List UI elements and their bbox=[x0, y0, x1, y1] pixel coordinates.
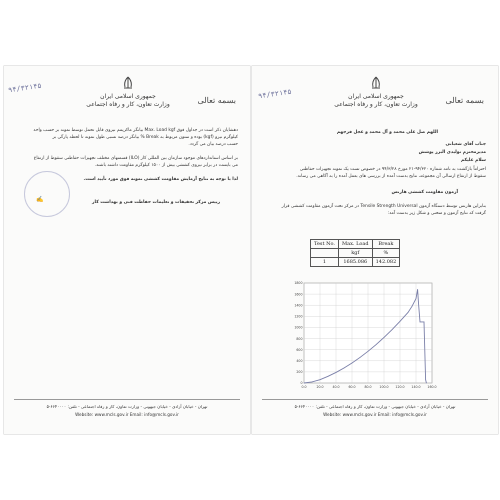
footer-address: تهران - خیابان آزادی - خیابان جیهونی - وزارت تعاون، کار و رفاه اجتماعی - تلفن: ۶۶۴۰۰۰۰-۵ bbox=[294, 404, 456, 409]
load-elongation-chart bbox=[288, 277, 438, 397]
series-point bbox=[417, 289, 418, 290]
series-point bbox=[412, 306, 413, 307]
series-point bbox=[425, 379, 426, 380]
series-point bbox=[320, 379, 321, 380]
footer-website: Website: www.mcls.gov.ir Email: info@mcls.gov.ir bbox=[323, 412, 427, 417]
table-row bbox=[311, 258, 400, 267]
org-line-1: جمهوری اسلامی ایران bbox=[348, 93, 404, 100]
method-line: بنابراین هارنس توسط دستگاه آزمون Tensile Strength Universal در مرکز تحت آزمون مقاومت کششی قرار bbox=[281, 204, 486, 209]
table-cell: 1 bbox=[311, 258, 339, 267]
table-header-row bbox=[311, 240, 400, 249]
reference-stamp: ۹۴/۳۲۱۴۵ bbox=[7, 81, 43, 95]
unit-cell: kgf bbox=[338, 249, 372, 258]
header-cell: Test No. bbox=[311, 240, 339, 249]
y-tick-label: 1200 bbox=[294, 314, 303, 319]
y-tick-label: 1400 bbox=[294, 303, 303, 308]
series-point bbox=[344, 368, 345, 369]
series-point bbox=[312, 382, 313, 383]
intro-line: احتراماً بازگشت به نامه شماره ۹۴/۳۲۰-۲۱ مورخ ۹۴/۳/۲۸ در خصوص تست یک نمونه تجهیزات حفاظتی bbox=[299, 167, 486, 172]
org-line-2: وزارت تعاون، کار و رفاه اجتماعی bbox=[86, 101, 170, 108]
series-point bbox=[336, 372, 337, 373]
unit-cell: % bbox=[372, 249, 400, 258]
series-point bbox=[328, 376, 329, 377]
x-tick-label: 80.0 bbox=[364, 385, 372, 389]
org-line-2: وزارت تعاون، کار و رفاه اجتماعی bbox=[334, 101, 418, 108]
x-tick-label: 160.0 bbox=[427, 385, 437, 389]
table-cell: 142.082 bbox=[372, 258, 400, 267]
series-point bbox=[392, 329, 393, 330]
table-cell: 1685.086 bbox=[338, 258, 372, 267]
test-results-table bbox=[310, 239, 400, 267]
unit-cell bbox=[311, 249, 339, 258]
header-cell: Max. Load bbox=[338, 240, 372, 249]
recipient-name: جناب آقای شعبانی bbox=[445, 142, 486, 147]
series-point bbox=[400, 321, 401, 322]
series-point bbox=[360, 357, 361, 358]
y-tick-label: 1800 bbox=[294, 281, 303, 286]
series-point bbox=[384, 337, 385, 338]
footer-website: Website: www.mcls.gov.ir Email: info@mcls.gov.ir bbox=[75, 412, 179, 417]
body-line: حسب درصد بیان می گردد. bbox=[188, 142, 238, 147]
x-tick-label: 60.0 bbox=[348, 385, 356, 389]
section-title: آزمون مقاومت کششی هارنس bbox=[391, 190, 458, 195]
x-tick-label: 20.0 bbox=[316, 385, 324, 389]
signature-title: رییس مرکز تحقیقات و تعلیمات حفاظت فنی و بهداشت کار bbox=[92, 200, 220, 205]
series-point bbox=[426, 383, 427, 384]
bismillah-heading: بسمه تعالی bbox=[197, 96, 236, 105]
bismillah-heading: بسمه تعالی bbox=[445, 96, 484, 105]
iran-emblem-icon bbox=[120, 76, 136, 90]
body-line: کیلوگرم نیرو (kgf) بوده و ستون مربوط به Break % بیانگر درصد نسبی طول نمونه تا لحظه پارگی بر bbox=[52, 135, 238, 140]
x-tick-label: 40.0 bbox=[332, 385, 340, 389]
x-tick-label: 140.0 bbox=[411, 385, 421, 389]
series-point bbox=[424, 322, 425, 323]
x-tick-label: 100.0 bbox=[379, 385, 389, 389]
conclusion-line: لذا با توجه به نتایج آزمایش مقاومت کششی نمونه فوق مورد تأیید است. bbox=[83, 177, 238, 182]
y-tick-label: 1000 bbox=[294, 325, 303, 330]
series-point bbox=[304, 383, 305, 384]
body-line: دهشایان ذکر است در جداول فوق Max. Load kgf بیانگر ماکزیمم نیروی قابل تحمل توسط نمونه بر حسب واحد bbox=[33, 128, 238, 133]
salutation: اللهم صل علی محمد و آل محمد و عجل فرجهم bbox=[336, 130, 438, 135]
signature-mark: ✍ bbox=[36, 196, 44, 203]
series-point bbox=[416, 298, 417, 299]
letter-page-right bbox=[252, 66, 498, 434]
y-tick-label: 800 bbox=[296, 336, 303, 341]
y-tick-label: 1600 bbox=[294, 292, 303, 297]
y-tick-label: 400 bbox=[296, 358, 303, 363]
header-cell: Break bbox=[372, 240, 400, 249]
series-point bbox=[418, 302, 419, 303]
intro-line: سقوط از ارتفاع ارسالی آن مجموعه، نتایج بدست آمده از بررسی های بعمل آمده را به آگاهی می رساند. bbox=[296, 174, 486, 179]
footer-divider bbox=[262, 399, 488, 400]
iran-emblem-icon bbox=[368, 76, 384, 90]
footer-divider bbox=[14, 399, 240, 400]
org-line-1: جمهوری اسلامی ایران bbox=[100, 93, 156, 100]
table-units-row bbox=[311, 249, 400, 258]
footer-address: تهران - خیابان آزادی - خیابان جیهونی - وزارت تعاون، کار و رفاه اجتماعی - تلفن: ۶۶۴۰۰۰۰-۵ bbox=[46, 404, 208, 409]
series-point bbox=[408, 312, 409, 313]
reference-stamp: ۹۴/۳۲۱۴۵ bbox=[257, 87, 293, 101]
series-point bbox=[352, 363, 353, 364]
body-line: بر اساس استانداردهای موجود سازمان بین المللی کار (ILO) قسمتهای مختلف تجهیزات حفاظتی سقوط از ارتفاع bbox=[33, 156, 238, 161]
y-tick-label: 0 bbox=[300, 381, 303, 386]
official-seal bbox=[24, 171, 70, 217]
series-point bbox=[376, 344, 377, 345]
y-tick-label: 600 bbox=[296, 347, 303, 352]
y-tick-label: 200 bbox=[296, 370, 303, 375]
x-tick-label: 120.0 bbox=[395, 385, 405, 389]
recipient-title: مدیرمحترم تولیدی البرز پوشش bbox=[418, 150, 486, 155]
series-point bbox=[368, 351, 369, 352]
greeting: سلام علیکم bbox=[461, 158, 486, 163]
series-point bbox=[420, 322, 421, 323]
x-tick-label: 0.0 bbox=[301, 385, 307, 389]
body-line: می بایست در برابر نیروی کششی بیش از ۱۵۰۰ کیلوگرم مقاومت داشته باشند. bbox=[94, 163, 238, 168]
letter-page-left bbox=[4, 66, 250, 434]
method-line: گرفت که نتایج آزمون و منحنی و شکل زیر بدست آمد: bbox=[387, 211, 486, 216]
